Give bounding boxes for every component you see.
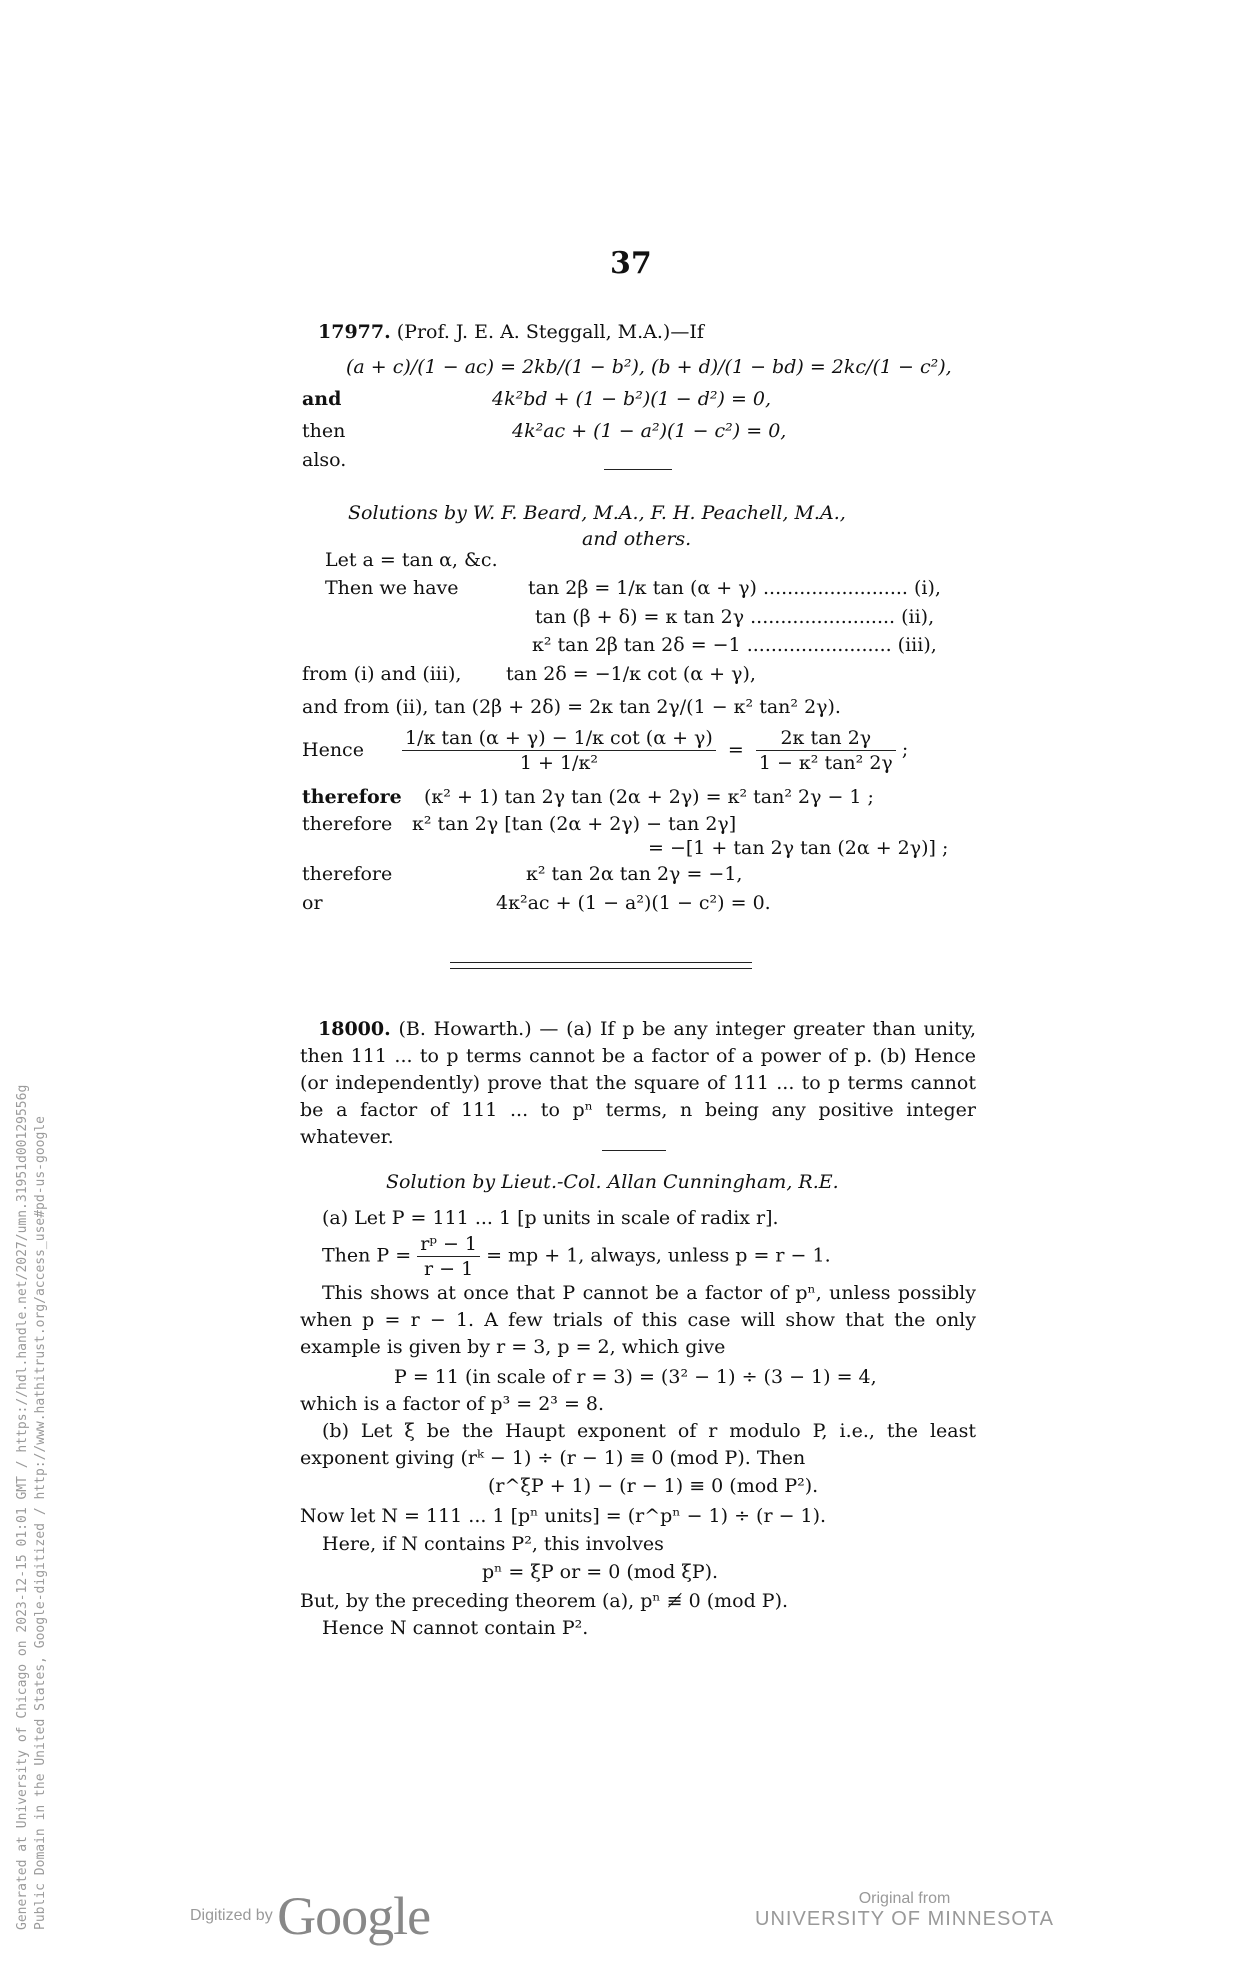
fraction-denominator: 1 + 1/κ²	[519, 752, 598, 774]
then-label: Then P =	[322, 1244, 412, 1267]
here-equation: pⁿ = ξP or = 0 (mod ξP).	[482, 1561, 719, 1583]
short-divider	[602, 1150, 666, 1151]
equation-line: 4k²bd + (1 − b²)(1 − d²) = 0,	[492, 388, 772, 410]
part-a-line: (a) Let P = 111 ... 1 [p units in scale of radix r].	[322, 1207, 779, 1229]
university-label: UNIVERSITY OF MINNESOTA	[755, 1908, 1054, 1930]
p-equation: P = 11 (in scale of r = 3) = (3² − 1) ÷ (3 − 1) = 4,	[394, 1366, 877, 1388]
therefore-eq-2-cont: = −[1 + tan 2γ tan (2α + 2γ)] ;	[648, 837, 949, 859]
from-ii-line: and from (ii), tan (2β + 2δ) = 2κ tan 2γ/(1 − κ² tan² 2γ).	[302, 696, 841, 718]
digitized-by-google	[190, 1885, 430, 1947]
from-equation: tan 2δ = −1/κ cot (α + γ),	[506, 663, 756, 685]
solution-heading-cont: and others.	[582, 528, 692, 550]
label-hence: Hence	[302, 739, 364, 761]
but-line: But, by the preceding theorem (a), pⁿ ≢ 0 (mod P).	[300, 1590, 789, 1612]
equation-ii: tan (β + δ) = κ tan 2γ ........................ (ii),	[535, 606, 935, 628]
fraction-left	[402, 726, 716, 775]
watermark-line: Generated at University of Chicago on 2023-12-15 01:01 GMT / https://hdl.handle.net/2027/umn.31951d00129556g	[15, 1084, 30, 1930]
digitized-by-label: Digitized by	[190, 1907, 273, 1924]
b-equation: (r^ξP + 1) − (r − 1) ≡ 0 (mod P²).	[488, 1475, 819, 1497]
final-equation: 4κ²ac + (1 − a²)(1 − c²) = 0.	[496, 892, 771, 914]
short-divider	[604, 469, 672, 470]
equation-line: 4k²ac + (1 − a²)(1 − c²) = 0,	[512, 420, 787, 442]
fraction	[417, 1232, 480, 1281]
solution-heading: Solutions by W. F. Beard, M.A., F. H. Peachell, M.A.,	[348, 502, 846, 524]
watermark-line: Public Domain in the United States, Google-digitized / http://www.hathitrust.org/access_use#pd-us-google	[33, 1116, 48, 1930]
google-logo: Google	[277, 1886, 431, 1946]
let-line: Let a = tan α, &c.	[325, 549, 498, 571]
now-let-line: Now let N = 111 ... 1 [pⁿ units] = (r^pⁿ − 1) ÷ (r − 1).	[300, 1505, 827, 1527]
part-b-paragraph: (b) Let ξ be the Haupt exponent of r modulo P, i.e., the least exponent giving (rᵏ − 1) ÷ (r − 1) ≡ 0 (mod P). Then	[300, 1420, 976, 1469]
section-divider-bottom	[450, 968, 752, 969]
fraction-denominator: r − 1	[424, 1258, 474, 1280]
solution-heading: Solution by Lieut.-Col. Allan Cunningham, R.E.	[386, 1171, 839, 1193]
problem-number: 18000.	[318, 1018, 391, 1040]
then-rest: = mp + 1, always, unless p = r − 1.	[486, 1244, 831, 1267]
problem-number: 17977.	[318, 321, 391, 343]
label-also: also.	[302, 449, 347, 471]
hence-line: Hence N cannot contain P².	[322, 1617, 589, 1639]
equation-iii: κ² tan 2β tan 2δ = −1 ........................ (iii),	[532, 634, 937, 656]
label-and: and	[302, 388, 342, 410]
fraction-numerator: rᵖ − 1	[417, 1232, 480, 1257]
therefore-eq-2: κ² tan 2γ [tan (2α + 2γ) − tan 2γ]	[412, 813, 737, 835]
then-we-have: Then we have	[325, 577, 459, 599]
fraction-numerator: 2κ tan 2γ	[756, 726, 896, 751]
fraction-numerator: 1/κ tan (α + γ) − 1/κ cot (α + γ)	[402, 726, 716, 751]
label-then: then	[302, 420, 346, 442]
problem-17977-heading	[318, 320, 704, 344]
original-from-label: Original from	[858, 1890, 951, 1907]
fraction-right	[756, 726, 896, 775]
label-therefore: therefore	[302, 813, 393, 835]
then-p-equation	[322, 1232, 831, 1281]
margin-watermark	[14, 930, 50, 1930]
label-or: or	[302, 892, 323, 914]
from-label: from (i) and (iii),	[302, 663, 462, 685]
hence-equation: $\frac{\text{1/κ tan (α + γ) − 1/κ cot (α + γ)}}{\text{1 + 1/κ²}}$ = $\frac{\text{2κ tan 2γ}}{\text{1 − κ² tan² 2γ}}$ ;	[402, 726, 908, 775]
problem-header: (Prof. J. E. A. Steggall, M.A.)—If	[396, 321, 704, 343]
therefore-eq-1: (κ² + 1) tan 2γ tan (2α + 2γ) = κ² tan² 2γ − 1 ;	[424, 786, 874, 808]
therefore-eq-3: κ² tan 2α tan 2γ = −1,	[526, 863, 743, 885]
paragraph: This shows at once that P cannot be a factor of pⁿ, unless possibly when p = r − 1. A few trials of this case will show that the only example is given by r = 3, p = 2, which give	[300, 1282, 976, 1358]
original-from	[755, 1890, 1054, 1931]
which-line: which is a factor of p³ = 2³ = 8.	[300, 1393, 605, 1415]
problem-18000	[300, 1016, 976, 1151]
page-number: 37	[610, 246, 652, 281]
label-therefore: therefore	[302, 786, 402, 808]
problem-text: (B. Howarth.) — (a) If p be any integer greater than unity, then 111 ... to p terms cannot be a factor of a power of p. (b) Hence (or independently) prove that the square of 111 ... to p terms cannot be a factor of 111 ... to pⁿ terms, n being any positive integer whatever.	[300, 1018, 976, 1148]
equation-line: (a + c)/(1 − ac) = 2kb/(1 − b²), (b + d)/(1 − bd) = 2kc/(1 − c²),	[346, 356, 952, 378]
fraction-denominator: 1 − κ² tan² 2γ	[758, 752, 893, 774]
section-divider-top	[450, 962, 752, 963]
here-line: Here, if N contains P², this involves	[322, 1533, 664, 1555]
label-therefore: therefore	[302, 863, 393, 885]
equation-i: tan 2β = 1/κ tan (α + γ) ........................ (i),	[528, 577, 941, 599]
